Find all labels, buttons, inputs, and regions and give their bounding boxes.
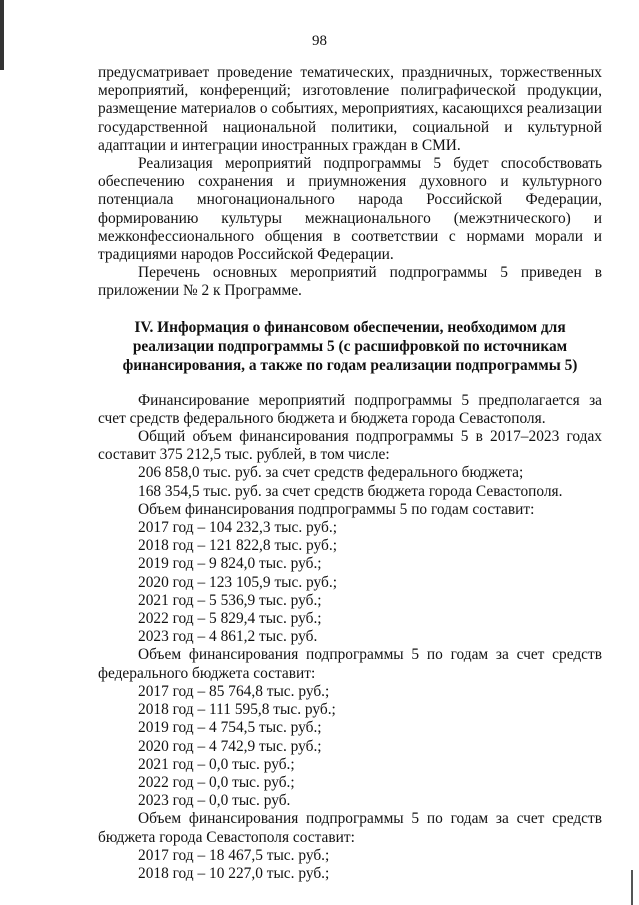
by-year-heading: Объем финансирования подпрограммы 5 по годам составит: — [138, 500, 535, 518]
paragraph: Общий объем финансирования подпрограммы 5 в 2017–2023 годах составит 375 212,5 тыс. рублей, в том числе: — [98, 428, 602, 464]
year-line: 2019 год – 9 824,0 тыс. руб.; — [138, 555, 322, 573]
year-line: 2021 год – 0,0 тыс. руб.; — [138, 755, 295, 773]
year-line: 2019 год – 4 754,5 тыс. руб.; — [138, 719, 322, 737]
year-line: 2020 год – 4 742,9 тыс. руб.; — [138, 737, 322, 755]
section-heading: IV. Информация о финансовом обеспечении, необходимом для реализации подпрограммы 5 (с расшифровкой по источникам финансирования, а также по годам реализации подпрограммы 5) — [122, 318, 578, 374]
year-line: 2023 год – 4 861,2 тыс. руб. — [138, 628, 318, 646]
funding-line: 206 858,0 тыс. руб. за счет средств федерального бюджета; — [138, 464, 524, 482]
funding-line: 168 354,5 тыс. руб. за счет средств бюджета города Севастополя. — [138, 482, 563, 500]
year-line: 2017 год – 104 232,3 тыс. руб.; — [138, 519, 337, 537]
year-line: 2022 год – 0,0 тыс. руб.; — [138, 773, 295, 791]
year-line: 2018 год – 121 822,8 тыс. руб.; — [138, 537, 337, 555]
year-line: 2023 год – 0,0 тыс. руб. — [138, 792, 291, 810]
page-number: 98 — [312, 33, 327, 49]
paragraph: Реализация мероприятий подпрограммы 5 будет способствовать обеспечению сохранения и приумножения духовного и культурного потенциала многонационального народа Российской Федерации, формированию культуры межнационального (межэтнического) и межконфессионального общения в соответствии с нормами морали и традициями народов Российской Федерации. — [98, 155, 602, 264]
scan-edge-mark-right — [631, 870, 633, 905]
city-heading: Объем финансирования подпрограммы 5 по годам за счет средств бюджета города Севастополя составит: — [98, 810, 602, 846]
year-line: 2022 год – 5 829,4 тыс. руб.; — [138, 610, 322, 628]
paragraph: Перечень основных мероприятий подпрограммы 5 приведен в приложении № 2 к Программе. — [98, 264, 602, 300]
year-line: 2020 год – 123 105,9 тыс. руб.; — [138, 573, 337, 591]
paragraph: Финансирование мероприятий подпрограммы 5 предполагается за счет средств федерального бюджета и бюджета города Севастополя. — [98, 391, 602, 427]
document-body — [98, 64, 602, 883]
paragraph: предусматривает проведение тематических, праздничных, торжественных мероприятий, конференций; изготовление полиграфической продукции, размещение материалов о событиях, мероприятиях, касающихся реализации государственной национальной политики, социальной и культурной адаптации и интеграции иностранных граждан в СМИ. — [98, 64, 602, 154]
year-line: 2017 год – 85 764,8 тыс. руб.; — [138, 682, 330, 700]
federal-heading: Объем финансирования подпрограммы 5 по годам за счет средств федерального бюджета составит: — [98, 646, 602, 682]
year-line: 2018 год – 111 595,8 тыс. руб.; — [138, 701, 336, 719]
year-line: 2017 год – 18 467,5 тыс. руб.; — [138, 846, 330, 864]
year-line: 2021 год – 5 536,9 тыс. руб.; — [138, 591, 322, 609]
year-line: 2018 год – 10 227,0 тыс. руб.; — [138, 864, 330, 882]
